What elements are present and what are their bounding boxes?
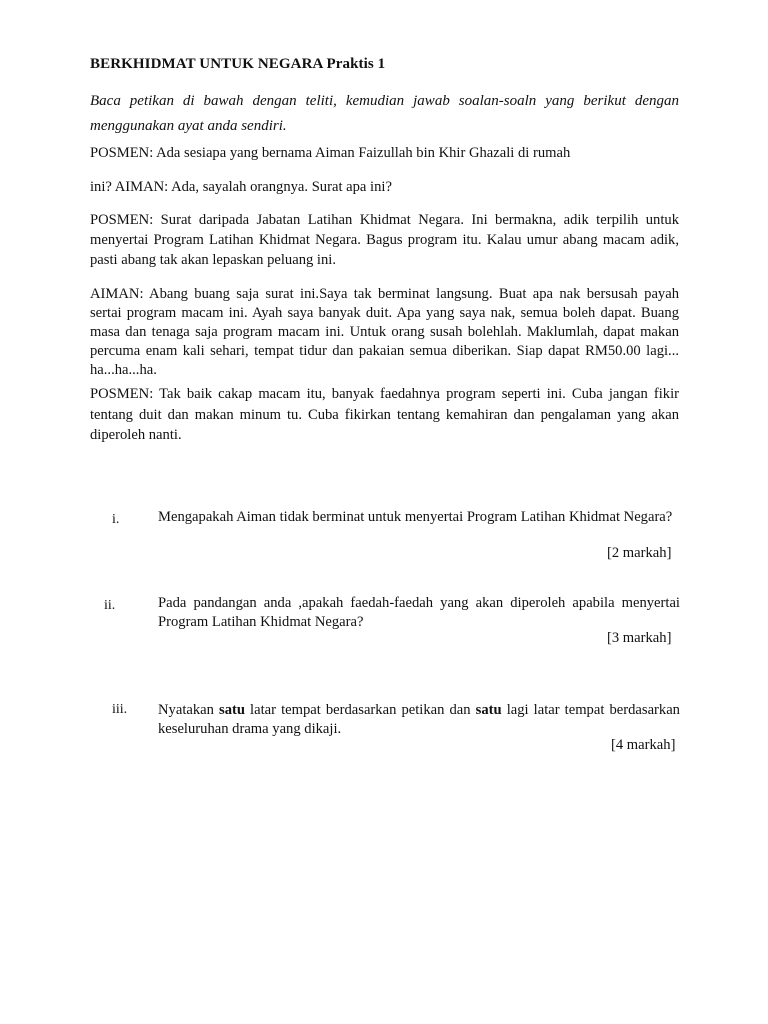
question-2-number: ii. <box>104 598 116 613</box>
question-1-marks: [2 markah] <box>607 545 672 561</box>
question-3-emphasis-2: satu <box>475 702 502 718</box>
question-2-text: Pada pandangan anda ,apakah faedah-faedah yang akan diperoleh apabila menyertai Program Latihan Khidmat Negara? <box>158 595 680 630</box>
question-3-marks: [4 markah] <box>611 737 676 753</box>
question-2-marks: [3 markah] <box>607 630 672 646</box>
question-3-text-part-1: Nyatakan <box>158 702 220 718</box>
document-title: BERKHIDMAT UNTUK NEGARA Praktis 1 <box>90 56 386 72</box>
passage-paragraph-posmen-1: POSMEN: Surat daripada Jabatan Latihan Khidmat Negara. Ini bermakna, adik terpilih untuk menyertai Program Latihan Khidmat Negara. Bagus program itu. Kalau umur abang macam adik, pasti abang tak akan lepaskan peluang ini. <box>90 212 679 268</box>
passage-line-1: POSMEN: Ada sesiapa yang bernama Aiman Faizullah bin Khir Ghazali di rumah <box>90 145 571 161</box>
question-3-text-part-3: lagi latar tempat berdasarkan keseluruhan drama yang dikaji. <box>158 702 680 737</box>
question-1-number: i. <box>112 512 120 527</box>
passage-paragraph-aiman: AIMAN: Abang buang saja surat ini.Saya tak berminat langsung. Buat apa nak bersusah payah sertai program macam ini. Ayah saya banyak duit. Apa yang saya nak, semua boleh dapat. Buang masa dan tenaga saja program macam ini. Untuk orang susah bolehlah. Maklumlah, dapat makan percuma enam kali sehari, tempat tidur dan pakaian semua diberikan. Siap dapat RM50.00 lagi... ha...ha...ha. <box>90 286 679 378</box>
question-3-text <box>158 701 680 739</box>
question-1-text: Mengapakah Aiman tidak berminat untuk menyertai Program Latihan Khidmat Negara? <box>158 509 673 525</box>
instruction-text: Baca petikan di bawah dengan teliti, kemudian jawab soalan-soaln yang berikut dengan menggunakan ayat anda sendiri. <box>90 93 679 134</box>
question-3-emphasis-1: satu <box>219 702 245 718</box>
question-3-number: iii. <box>112 702 128 717</box>
passage-line-2: ini? AIMAN: Ada, sayalah orangnya. Surat apa ini? <box>90 179 392 195</box>
passage-paragraph-posmen-2: POSMEN: Tak baik cakap macam itu, banyak faedahnya program seperti ini. Cuba jangan fikir tentang duit dan makan minum tu. Cuba fikirkan tentang kemahiran dan pengalaman yang akan diperoleh nanti. <box>90 386 679 443</box>
question-3-text-part-2: latar tempat berdasarkan petikan dan <box>244 702 476 718</box>
